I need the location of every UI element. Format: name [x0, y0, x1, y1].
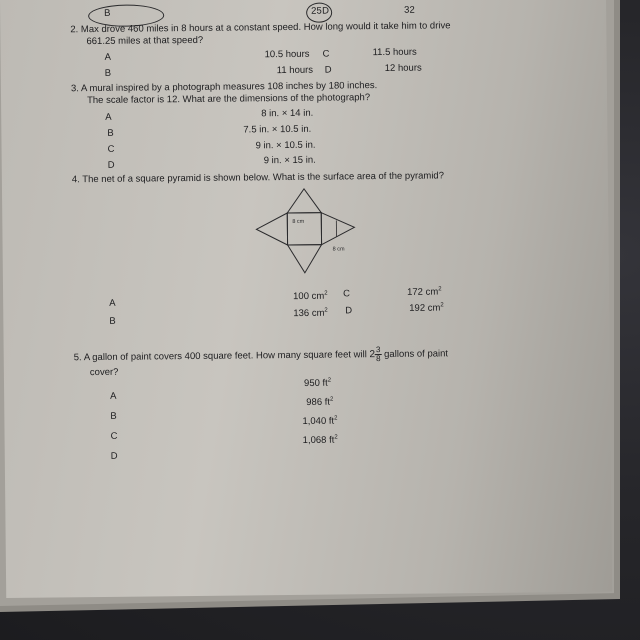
pyramid-net-face-left [256, 213, 287, 245]
q3-text-line2: The scale factor is 12. What are the dimensions of the photograph? [87, 92, 371, 107]
q4-option-letter-d: D [345, 305, 353, 317]
pyramid-net-face-top [287, 189, 321, 213]
q3-value-c: 9 in. × 10.5 in. [255, 139, 316, 152]
q5-value-b: 986 $ft^2$ [306, 396, 334, 408]
q5-value-a: 950 $ft^2$ [303, 377, 332, 389]
q5-text-line2: cover? [89, 366, 119, 379]
q2-option-letter-c: C [322, 48, 330, 60]
q5-value-c: 1,040 $ft^2$ [302, 415, 338, 428]
pyramid-net-base-square [287, 213, 321, 245]
q2-option-letter-a: A [104, 51, 112, 63]
pyramid-net-face-bottom [288, 245, 322, 273]
q1-value-b: 25 [311, 5, 322, 17]
q4-option-letter-b: B [109, 315, 116, 327]
q2-value-d: 12 hours [384, 62, 422, 74]
q3-value-d: 9 in. × 15 in. [263, 154, 316, 167]
q3-option-letter-d: D [107, 159, 115, 171]
q3-value-b: 7.5 in. × 10.5 in. [243, 123, 312, 136]
q5-option-letter-a: A [110, 390, 117, 402]
q3-text-line1: 3. A mural inspired by a photograph measures 108 inches by 180 inches. [70, 80, 378, 95]
q5-value-d: 1,068 $ft^2$ [302, 434, 338, 447]
pyramid-net-height-label: 8 cm [332, 246, 345, 253]
q4-text-line1: 4. The net of a square pyramid is shown below. What is the surface area of the pyramid? [71, 170, 445, 186]
q4-option-letter-a: A [109, 297, 116, 309]
q3-option-letter-a: A [105, 111, 112, 123]
q1-option-letter-d: D [322, 5, 330, 17]
q4-value-d: 192 $cm^2$ [409, 302, 444, 314]
pyramid-net-diagram [252, 182, 365, 279]
q5-mixed-number-whole: 2 [369, 349, 376, 361]
q4-value-a: 100 $cm^2$ [293, 290, 328, 303]
pyramid-net-face-right [321, 212, 354, 244]
pyramid-net-base-label: 8 cm [292, 218, 305, 225]
q5-option-letter-d: D [110, 450, 118, 462]
q4-option-letter-c: C [343, 288, 351, 300]
q3-option-letter-c: C [107, 143, 115, 155]
q5-fraction: $\frac{3}{8}$ [375, 345, 381, 364]
q1-value-d: 32 [404, 4, 415, 16]
q2-text-line1: 2. Max drove 460 miles in 8 hours at a constant speed. How long would it take him to drive [70, 20, 451, 36]
q2-option-letter-d: D [324, 64, 332, 76]
q5-option-letter-c: C [110, 430, 118, 442]
q2-option-letter-b: B [104, 67, 112, 79]
q4-value-b: 136 $cm^2$ [293, 307, 328, 320]
q4-value-c: 172 $cm^2$ [407, 286, 442, 298]
q3-value-a: 8 in. × 14 in. [261, 107, 314, 120]
q2-value-b: 11 hours [276, 64, 314, 77]
q5-option-letter-b: B [110, 410, 117, 422]
q3-option-letter-b: B [107, 127, 114, 139]
q5-text-line1: 5. A gallon of paint covers 400 square feet. How many square feet will 2 $\frac{3}{8}$ gallons of paint [73, 345, 449, 364]
q2-value-a: 10.5 hours [264, 48, 310, 61]
q2-value-c: 11.5 hours [372, 46, 417, 59]
q1-option-letter-b: B [104, 7, 111, 19]
q2-text-line2: 661.25 miles at that speed? [86, 34, 204, 48]
